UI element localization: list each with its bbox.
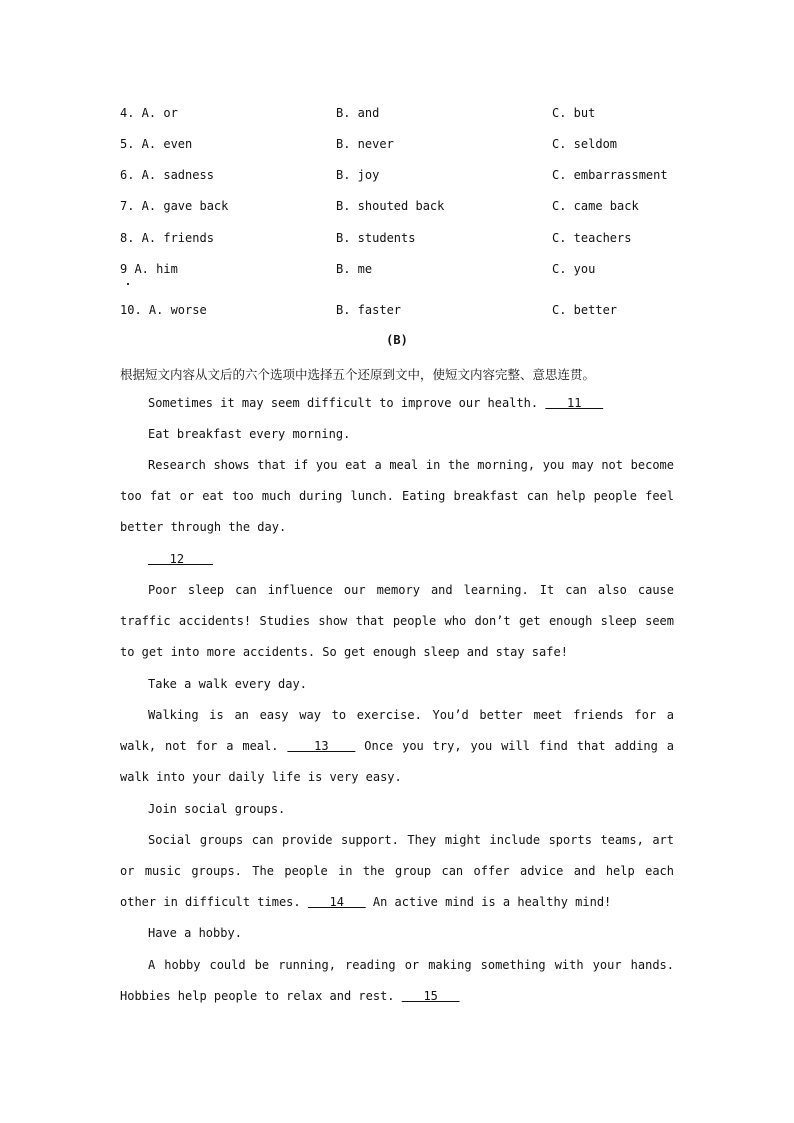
- paragraph-blank-12: [120, 544, 674, 575]
- heading-breakfast: Eat breakfast every morning.: [148, 427, 351, 441]
- option-row-8: [120, 231, 680, 251]
- option-row-7: [120, 199, 680, 219]
- option-c: C. better: [552, 303, 618, 317]
- blank-13: 13: [287, 739, 356, 754]
- option-row-6: [120, 168, 680, 188]
- stray-dot: [127, 283, 129, 285]
- option-row-10: [120, 303, 680, 323]
- option-c: C. but: [552, 106, 596, 120]
- hobby-text: A hobby could be running, reading or making something with your hands. Hobbies help people to relax and rest.: [120, 958, 674, 1004]
- option-a: 10. A. worse: [120, 303, 207, 317]
- blank-11: 11: [545, 396, 604, 410]
- option-b: B. shouted back: [336, 199, 445, 213]
- option-row-4: [120, 106, 680, 126]
- heading-walk: Take a walk every day.: [148, 677, 307, 691]
- paragraph-intro: [120, 388, 674, 419]
- option-b: B. me: [336, 262, 373, 276]
- option-c: C. you: [552, 262, 596, 276]
- option-a: 5. A. even: [120, 137, 193, 151]
- social-text-after: An active mind is a healthy mind!: [365, 895, 612, 910]
- option-c: C. embarrassment: [552, 168, 668, 182]
- option-b: B. faster: [336, 303, 402, 317]
- option-a: 4. A. or: [120, 106, 178, 120]
- option-c: C. came back: [552, 199, 639, 213]
- option-c: C. seldom: [552, 137, 618, 151]
- paragraph-hobby: [120, 950, 674, 1012]
- option-a: 9 A. him: [120, 262, 178, 276]
- option-b: B. never: [336, 137, 394, 151]
- section-heading: (B): [386, 333, 408, 347]
- walk-text-after: Once you try, you will find that adding a walk into your daily life is very easy.: [120, 739, 675, 785]
- blank-14: 14: [307, 895, 366, 910]
- heading-social: Join social groups.: [148, 802, 286, 816]
- instructions: 根据短文内容从文后的六个选项中选择五个还原到文中，使短文内容完整、意思连贯。: [120, 367, 596, 382]
- option-a: 7. A. gave back: [120, 199, 229, 213]
- paragraph-breakfast: Research shows that if you eat a meal in the morning, you may not become too fat or eat too much during lunch. Eating breakfast can help people feel better through the day.: [120, 458, 674, 535]
- paragraph-social: [120, 825, 674, 919]
- option-a: 6. A. sadness: [120, 168, 214, 182]
- option-b: B. and: [336, 106, 380, 120]
- walk-text-before: Walking is an easy way to exercise. You’d better meet friends for a walk, not for a meal.: [120, 708, 674, 754]
- option-b: B. joy: [336, 168, 380, 182]
- heading-hobby: Have a hobby.: [148, 926, 242, 940]
- option-row-9: [120, 262, 680, 282]
- option-c: C. teachers: [552, 231, 632, 245]
- social-text-before: Social groups can provide support. They might include sports teams, art or music groups. The people in the group can offer advice and help each other in difficult times.: [120, 833, 674, 910]
- option-row-5: [120, 137, 680, 157]
- option-b: B. students: [336, 231, 416, 245]
- blank-15: 15: [401, 989, 460, 1004]
- paragraph-sleep: Poor sleep can influence our memory and learning. It can also cause traffic accidents! Studies show that people who don’t get enough sleep seem to get into more accidents. So get enough sleep and stay safe!: [120, 583, 674, 660]
- paragraph-walk: [120, 700, 674, 794]
- intro-text: Sometimes it may seem difficult to improve our health.: [148, 396, 546, 410]
- blank-12: 12: [148, 552, 214, 566]
- option-a: 8. A. friends: [120, 231, 214, 245]
